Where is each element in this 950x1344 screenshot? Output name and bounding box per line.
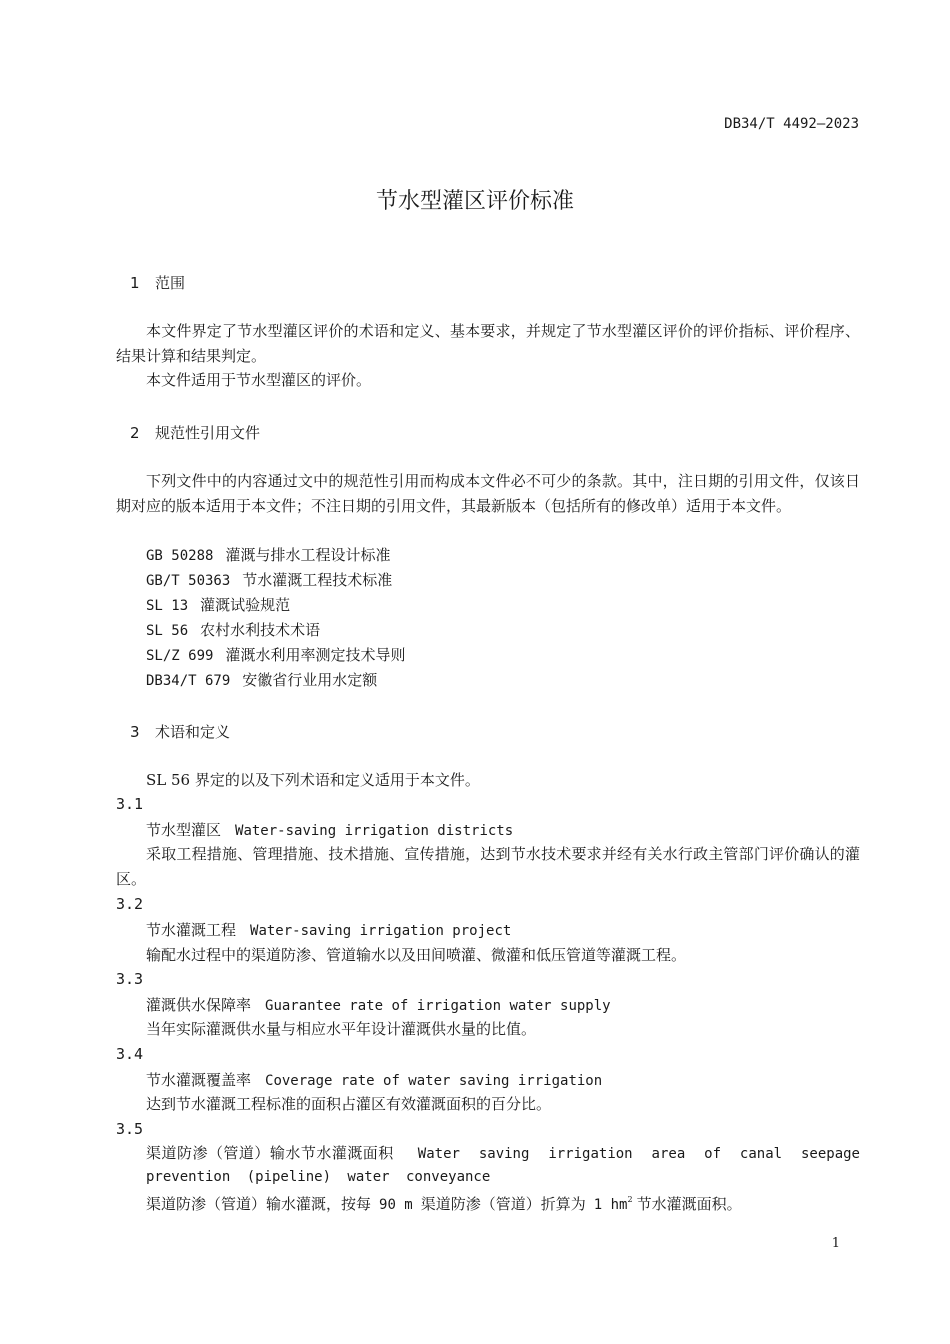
- term-number: 3.2: [116, 895, 144, 913]
- section-title: 范围: [155, 274, 186, 292]
- term-definition: 渠道防渗（管道）输水灌溉，按每 90 m 渠道防渗（管道）折算为 1 $hm^2$ 节水灌溉面积。: [146, 1195, 742, 1213]
- term-number: 3.3: [116, 970, 144, 988]
- section-title: 规范性引用文件: [155, 424, 261, 442]
- document-code-header: DB34/T 4492—2023: [724, 116, 859, 132]
- term-title: 节水灌溉工程 Water-saving irrigation project: [146, 921, 512, 939]
- page-number: 1: [831, 1236, 840, 1251]
- section-2-heading: [130, 422, 260, 443]
- term-number: 3.5: [116, 1120, 144, 1138]
- reference-item: DB34/T 679 安徽省行业用水定额: [146, 671, 378, 689]
- section-3-intro: SL 56 界定的以及下列术语和定义适用于本文件。: [146, 771, 480, 789]
- term-title: 灌溉供水保障率 Guarantee rate of irrigation water supply: [146, 996, 611, 1014]
- term-definition: 输配水过程中的渠道防渗、管道输水以及田间喷灌、微灌和低压管道等灌溉工程。: [146, 946, 687, 964]
- term-title-continued: prevention (pipeline) water conveyance: [146, 1169, 491, 1185]
- term-definition: 采取工程措施、管理措施、技术措施、宣传措施，达到节水技术要求并经有关水行政主管部门评价确认的灌区。: [116, 845, 860, 888]
- section-3-heading: [130, 721, 230, 742]
- reference-item: SL 56 农村水利技术术语: [146, 621, 321, 639]
- section-title: 术语和定义: [155, 723, 231, 741]
- section-number: 1: [130, 274, 140, 292]
- reference-item: GB 50288 灌溉与排水工程设计标准: [146, 546, 391, 564]
- term-number: 3.4: [116, 1045, 144, 1063]
- term-definition: 当年实际灌溉供水量与相应水平年设计灌溉供水量的比值。: [146, 1020, 537, 1038]
- page-title: 节水型灌区评价标准: [375, 189, 574, 214]
- reference-item: SL/Z 699 灌溉水利用率测定技术导则: [146, 646, 406, 664]
- term-title: 节水灌溉覆盖率 Coverage rate of water saving irrigation: [146, 1071, 603, 1089]
- section-2-paragraph: 下列文件中的内容通过文中的规范性引用而构成本文件必不可少的条款。其中，注日期的引用文件，仅该日期对应的版本适用于本文件；不注日期的引用文件，其最新版本（包括所有的修改单）适用于本文件。: [116, 472, 860, 515]
- reference-item: SL 13 灌溉试验规范: [146, 596, 291, 614]
- reference-item: GB/T 50363 节水灌溉工程技术标准: [146, 571, 393, 589]
- section-number: 2: [130, 424, 140, 442]
- term-number: 3.1: [116, 795, 144, 813]
- term-title: 节水型灌区 Water-saving irrigation districts: [146, 821, 514, 839]
- section-number: 3: [130, 723, 140, 741]
- section-1-heading: [130, 272, 185, 293]
- section-1-paragraph-2: 本文件适用于节水型灌区的评价。: [146, 371, 372, 389]
- section-1-paragraph-1: 本文件界定了节水型灌区评价的术语和定义、基本要求，并规定了节水型灌区评价的评价指标、评价程序、结果计算和结果判定。: [116, 322, 860, 365]
- term-definition: 达到节水灌溉工程标准的面积占灌区有效灌溉面积的百分比。: [146, 1095, 552, 1113]
- term-title: 渠道防渗（管道）输水节水灌溉面积 Water saving irrigation area of canal seepage: [146, 1144, 860, 1162]
